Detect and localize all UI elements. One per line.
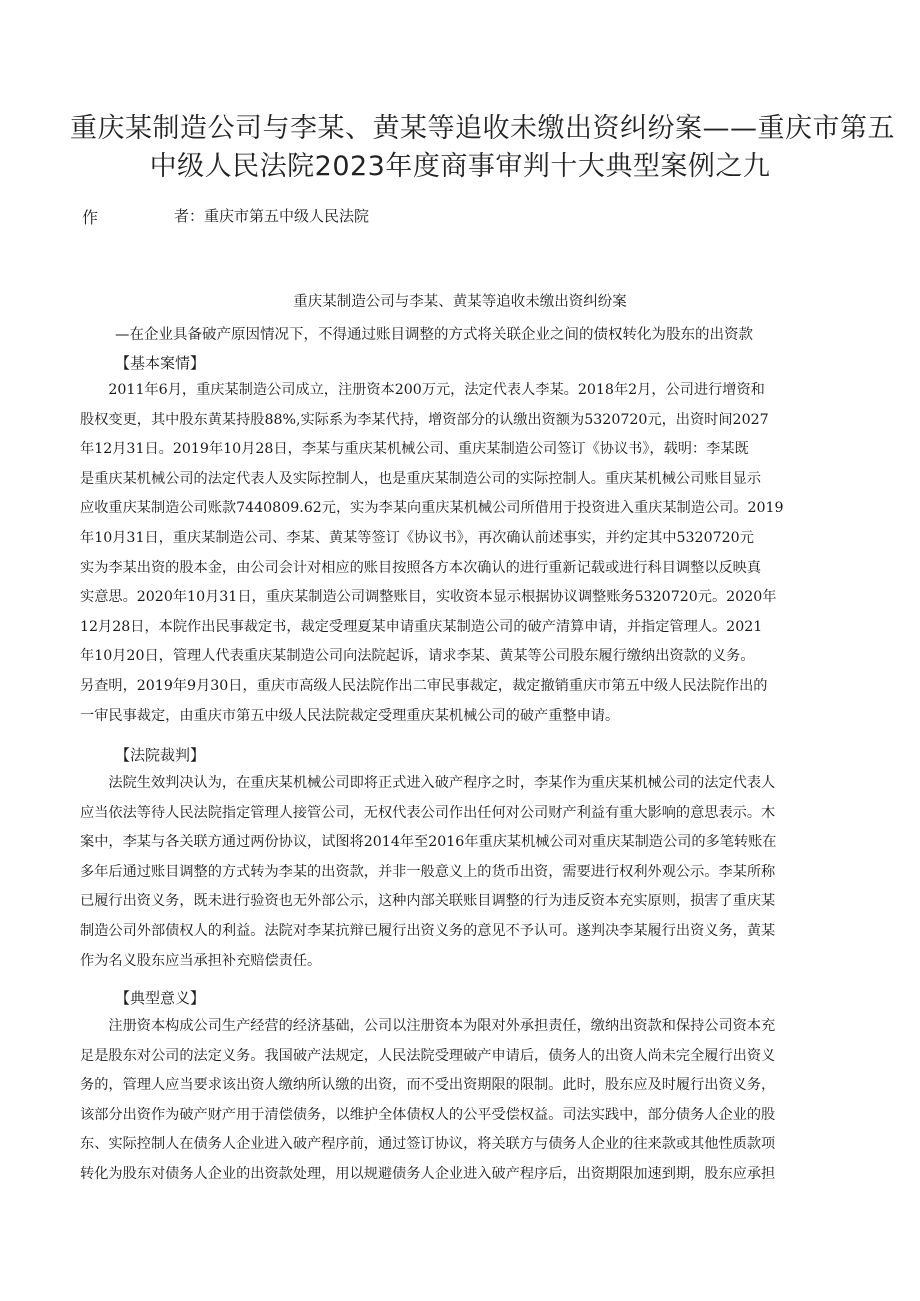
paragraph-line: 年10月31日，重庆某制造公司、李某、黄某等签订《协议书》，再次确认前述事实，并约定其中5320720元 xyxy=(80,529,754,546)
heading-court-ruling: 【法院裁判】 xyxy=(115,746,206,764)
paragraph-line: 实为李某出资的股本金，由公司会计对相应的账目按照各方本次确认的进行重新记载或进行科目调整以反映真 xyxy=(80,559,762,576)
title-line-2: 中级人民法院2023年度商事审判十大典型案例之九 xyxy=(149,151,771,182)
paragraph-line: 12月28日，本院作出民事裁定书，裁定受理夏某申请重庆某制造公司的破产清算申请，并指定管理人。2021 xyxy=(80,618,763,635)
author-label: 作 xyxy=(82,208,99,227)
case-title: 重庆某制造公司与李某、黄某等追收未缴出资纠纷案 xyxy=(293,294,627,310)
paragraph-line: 足是股东对公司的法定义务。我国破产法规定，人民法院受理破产申请后，债务人的出资人尚未完全履行出资义 xyxy=(80,1047,776,1064)
document-title xyxy=(70,110,895,186)
paragraph-line: 作为名义股东应当承担补充赔偿责任。 xyxy=(80,952,322,969)
paragraph-line: 应当依法等待人民法院指定管理人接管公司，无权代表公司作出任何对公司财产利益有重大影响的意思表示。木 xyxy=(80,804,776,821)
title-line-1: 重庆某制造公司与李某、黄某等追收未缴出资纠纷案——重庆市第五 xyxy=(70,113,895,144)
paragraph-line: 年12月31日。2019年10月28日，李某与重庆某机械公司、重庆某制造公司签订《协议书》，载明：李某既 xyxy=(80,441,749,458)
paragraph-line: 一审民事裁定，由重庆市第五中级人民法院裁定受理重庆某机械公司的破产重整申请。 xyxy=(80,707,620,724)
section-basic-facts xyxy=(80,376,840,731)
paragraph-line: 年10月20日，管理人代表重庆某制造公司向法院起诉，请求李某、黄某等公司股东履行缴纳出资款的义务。 xyxy=(80,648,755,665)
paragraph-line: 是重庆某机械公司的法定代表人及实际控制人，也是重庆某制造公司的实际控制人。重庆某机械公司账目显示 xyxy=(80,470,762,487)
paragraph-line: 注册资本构成公司生产经营的经济基础，公司以注册资本为限对外承担责任，缴纳出资款和保持公司资本充 xyxy=(80,1018,776,1034)
author-value: 者：重庆市第五中级人民法院 xyxy=(174,207,370,225)
paragraph-line: 该部分出资作为破产财产用于清偿债务，以维护全体债权人的公平受偿权益。司法实践中，部分债务人企业的股 xyxy=(80,1106,776,1123)
paragraph-line: 2011年6月，重庆某制造公司成立，注册资本200万元，法定代表人李某。2018年2月，公司进行增资和 xyxy=(80,382,765,398)
paragraph-line: 已履行出资义务，既未进行验资也无外部公示，这种内部关联账目调整的行为违反资本充实原则，损害了重庆某 xyxy=(80,893,776,910)
paragraph-line: 股权变更，其中股东黄某持股88%,实际系为李某代持，增资部分的认缴出资额为5320720元，出资时间2027 xyxy=(80,411,769,428)
heading-basic-facts: 【基本案情】 xyxy=(115,354,206,372)
paragraph-line: 另查明，2019年9月30日，重庆市高级人民法院作出二审民事裁定，裁定撤销重庆市第五中级人民法院作出的 xyxy=(80,677,768,694)
paragraph-line: 务的，管理人应当要求该出资人缴纳所认缴的出资，而不受出资期限的限制。此时，股东应及时履行出资义务， xyxy=(80,1077,776,1094)
paragraph-line: 应收重庆某制造公司账款7440809.62元，实为李某向重庆某机械公司所借用于投资进入重庆某制造公司。2019 xyxy=(80,500,784,517)
paragraph-line: 法院生效判决认为，在重庆某机械公司即将正式进入破产程序之时，李某作为重庆某机械公司的法定代表人 xyxy=(80,775,776,791)
paragraph-line: 制造公司外部债权人的利益。法院对李某抗辩已履行出资义务的意见不予认可。遂判决李某履行出资义务，黄某 xyxy=(80,922,776,939)
case-subtitle: —在企业具备破产原因情况下，不得通过账目调整的方式将关联企业之间的债权转化为股东的出资款 xyxy=(115,327,753,343)
paragraph-line: 实意思。2020年10月31日，重庆某制造公司调整账目，实收资本显示根据协议调整账务5320720元。2020年 xyxy=(80,589,777,606)
paragraph-line: 案中，李某与各关联方通过两份协议，试图将2014年至2016年重庆某机械公司对重庆某制造公司的多笔转账在 xyxy=(80,834,777,851)
heading-significance: 【典型意义】 xyxy=(115,989,206,1007)
paragraph-line: 转化为股东对债务人企业的出资款处理，用以规避债务人企业进入破产程序后，出资期限加速到期，股东应承担 xyxy=(80,1165,776,1182)
section-court-ruling xyxy=(80,769,840,976)
paragraph-line: 多年后通过账目调整的方式转为李某的出资款，并非一般意义上的货币出资，需要进行权利外观公示。李某所称 xyxy=(80,863,776,880)
section-significance xyxy=(80,1012,840,1190)
paragraph-line: 东、实际控制人在债务人企业进入破产程序前，通过签订协议，将关联方与债务人企业的往来款或其他性质款项 xyxy=(80,1136,776,1153)
